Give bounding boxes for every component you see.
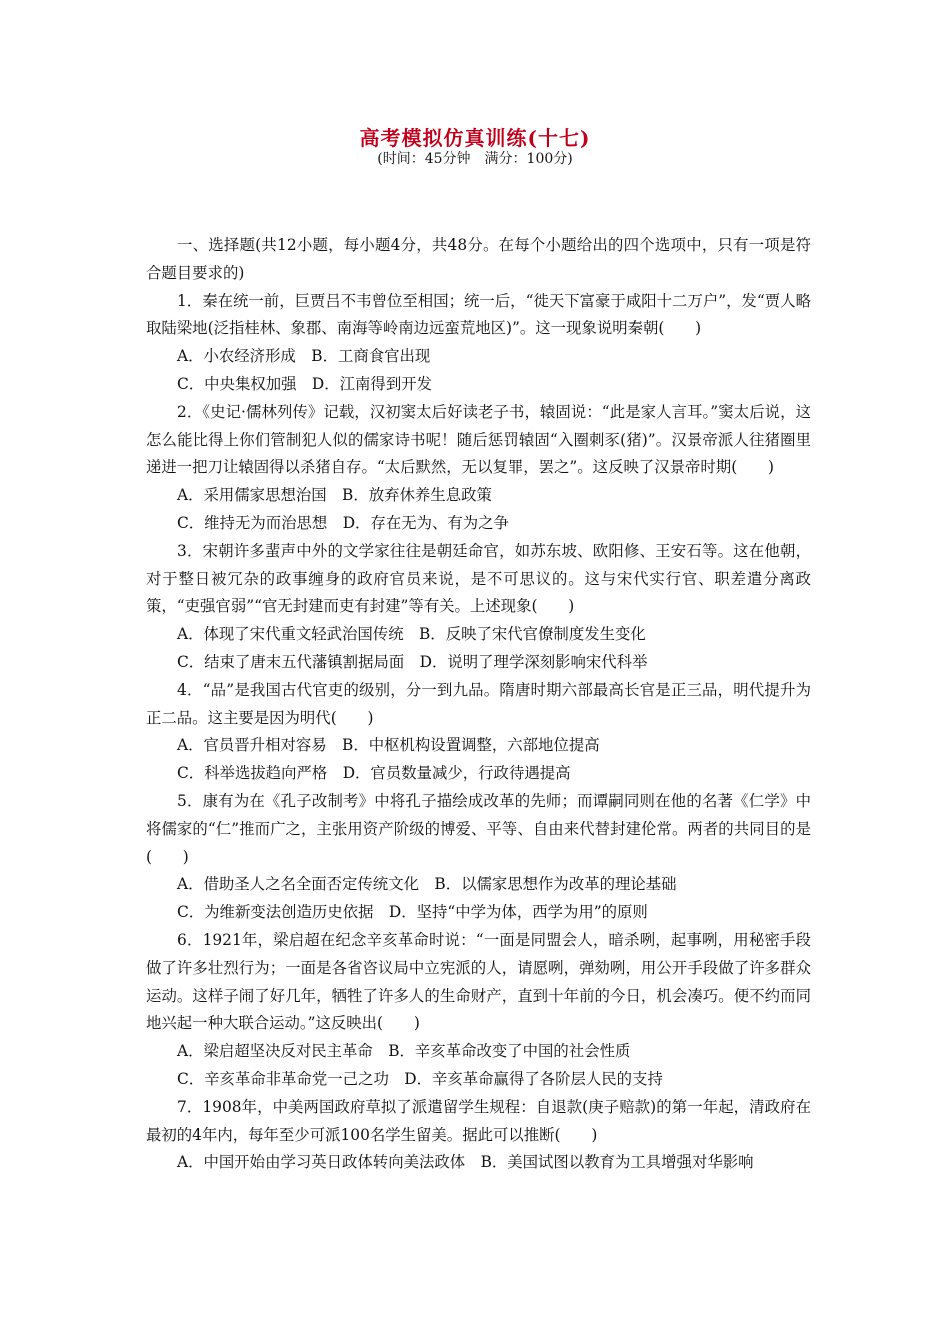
option-a: A．体现了宋代重文轻武治国传统 [177,625,404,644]
option-b: B．工商食官出现 [311,347,431,366]
option-row [146,371,811,399]
option-row [146,871,811,899]
section-heading: 一、选择题(共12小题，每小题4分，共48分。在每个小题给出的四个选项中，只有一项是符合题目要求的) [146,236,811,282]
option-b: B．放弃休养生息政策 [342,486,492,505]
option-c: C．结束了唐末五代藩镇割据局面 [177,652,405,671]
option-c: C．科举选拔趋向严格 [177,764,328,783]
option-d: D．官员数量减少，行政待遇提高 [342,764,571,783]
option-row [146,482,811,510]
option-b: B．反映了宋代官僚制度发生变化 [419,625,646,644]
question-stem: 6．1921年，梁启超在纪念辛亥革命时说：“一面是同盟会人，暗杀咧，起事咧，用秘密手段做了许多壮烈行为；一面是各省咨议局中立宪派的人，请愿咧，弹劾咧，用公开手段做了许多群众运动。这样子闹了好几年，牺牲了许多人的生命财产，直到十年前的今日，机会凑巧。便不约而同地兴起一种大联合运动。”这反映出( ) [146,930,811,1033]
option-row [146,1066,811,1094]
option-d: D．说明了理学深刻影响宋代科举 [419,652,648,671]
question-stem: 3．宋朝许多蜚声中外的文学家往往是朝廷命官，如苏东坡、欧阳修、王安石等。这在他朝，对于整日被冗杂的政事缠身的政府官员来说，是不可思议的。这与宋代实行官、职差遣分离政策，“吏强官弱”“官无封建而吏有封建”等有关。上述现象( ) [146,541,811,616]
option-d: D．坚持“中学为体，西学为用”的原则 [388,903,648,922]
option-row [146,343,811,371]
question-stem: 1．秦在统一前，巨贾吕不韦曾位至相国；统一后，“徙天下富豪于咸阳十二万户”，发“贾人略取陆梁地(泛指桂林、象郡、南海等岭南边远蛮荒地区)”。这一现象说明秦朝( ) [146,291,811,338]
option-row [146,899,811,927]
option-b: B．美国试图以教育为工具增强对华影响 [480,1153,754,1172]
option-row [146,760,811,788]
option-b: B．以儒家思想作为改革的理论基础 [434,875,677,894]
option-d: D．江南得到开发 [311,374,432,393]
option-d: D．辛亥革命赢得了各阶层人民的支持 [404,1069,663,1088]
option-c: C．为维新变法创造历史依据 [177,903,374,922]
question-stem: 2．《史记·儒林列传》记载，汉初窦太后好读老子书，辕固说：“此是家人言耳。”窦太后说，这怎么能比得上你们管制犯人似的儒家诗书呢！随后惩罚辕固“入圈刺豕(猪)”。汉景帝派人往猪圈里递进一把刀让辕固得以杀猪自存。“太后默然，无以复罪，罢之”。这反映了汉景帝时期( ) [146,402,811,477]
exam-info: (时间：45分钟 满分：100分) [377,151,573,167]
option-a: A．采用儒家思想治国 [177,486,327,505]
option-row [146,649,811,677]
option-c: C．辛亥革命非革命党一己之功 [177,1069,389,1088]
option-row [146,1149,811,1177]
option-b: B．辛亥革命改变了中国的社会性质 [388,1042,631,1061]
option-row [146,732,811,760]
option-row [146,1038,811,1066]
option-a: A．官员晋升相对容易 [177,736,327,755]
option-c: C．中央集权加强 [177,374,297,393]
option-a: A．小农经济形成 [177,347,296,366]
page-title: 高考模拟仿真训练(十七) [359,126,591,150]
option-row [146,510,811,538]
option-a: A．借助圣人之名全面否定传统文化 [177,875,419,894]
question-stem: 4．“品”是我国古代官吏的级别，分一到九品。隋唐时期六部最高长官是正三品，明代提升为正二品。这主要是因为明代( ) [146,680,811,727]
option-b: B．中枢机构设置调整，六部地位提高 [342,736,600,755]
option-a: A．梁启超坚决反对民主革命 [177,1042,373,1061]
option-d: D．存在无为、有为之争 [342,513,509,532]
question-stem: 7．1908年，中美两国政府草拟了派遣留学生规程：自退款(庚子赔款)的第一年起，清政府在最初的4年内，每年至少可派100名学生留美。据此可以推断( ) [146,1097,811,1144]
question-stem: 5．康有为在《孔子改制考》中将孔子描绘成改革的先师；而谭嗣同则在他的名著《仁学》中将儒家的“仁”推而广之，主张用资产阶级的博爱、平等、自由来代替封建伦常。两者的共同目的是( ) [146,791,811,866]
option-row [146,621,811,649]
option-a: A．中国开始由学习英日政体转向美法政体 [177,1153,466,1172]
exam-body [146,232,811,1177]
option-c: C．维持无为而治思想 [177,513,328,532]
